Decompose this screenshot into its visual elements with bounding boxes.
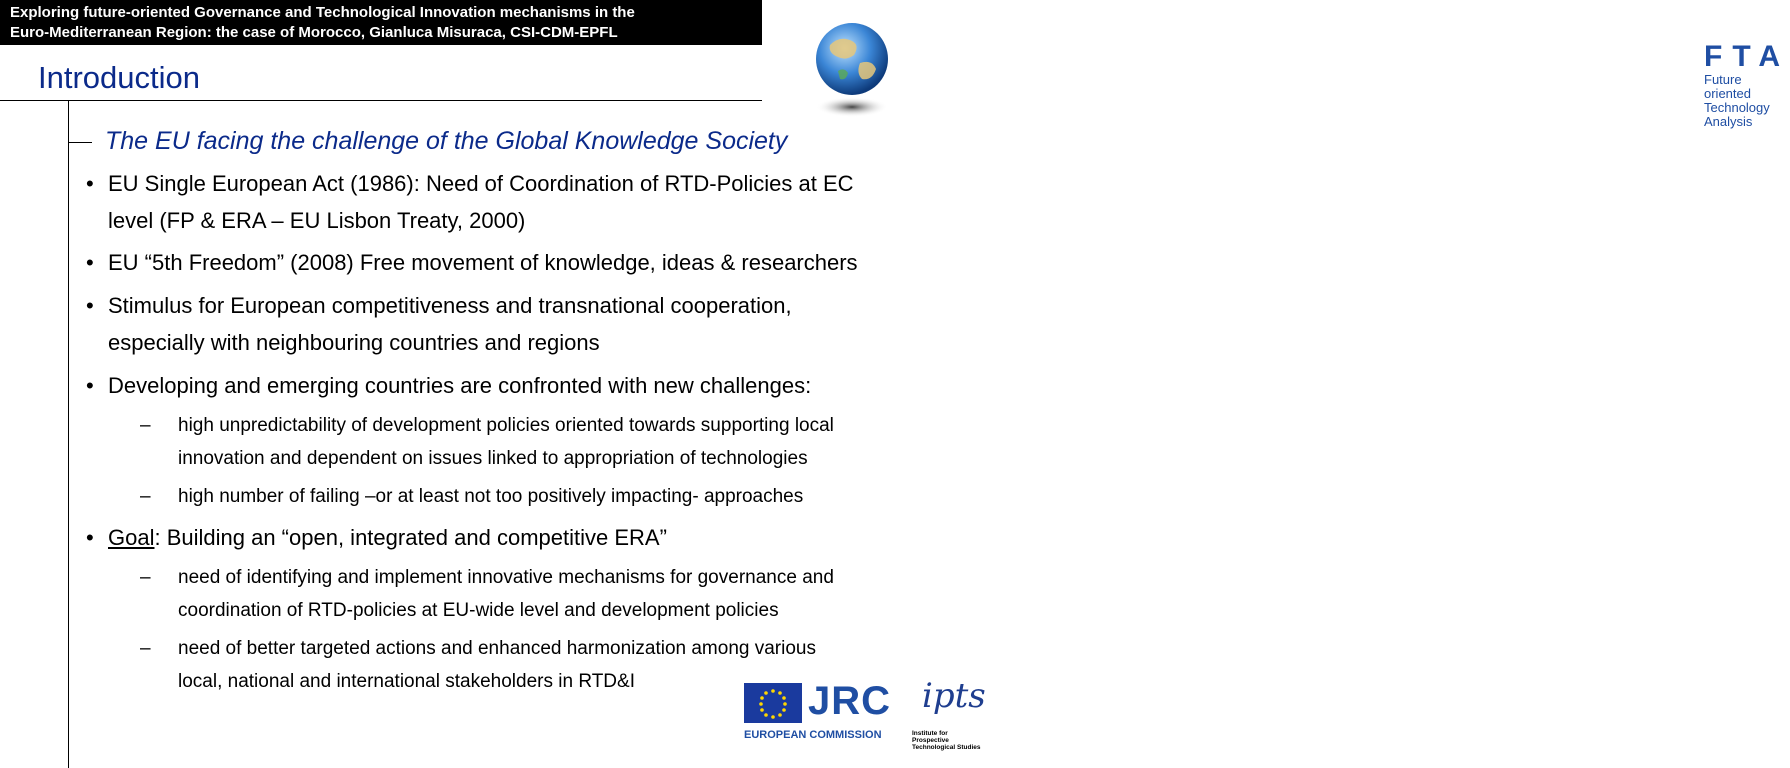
- bullet-4-sub-1-line-2: innovation and dependent on issues linked to appropriation of technologies: [178, 448, 808, 469]
- title-divider: [0, 100, 762, 101]
- slide-title: Introduction: [38, 60, 200, 95]
- bullet-marker: •: [86, 373, 94, 398]
- ipts-line-2: Prospective: [912, 737, 949, 744]
- bullet-4-sub-2-text: high number of failing –or at least not too positively impacting- approaches: [178, 486, 804, 507]
- left-vertical-rule: [68, 101, 69, 768]
- sub-bullet-marker: –: [140, 486, 151, 507]
- header-line-1: Exploring future-oriented Governance and Technological Innovation mechanisms in the: [10, 4, 635, 21]
- european-commission-label: EUROPEAN COMMISSION: [744, 729, 882, 741]
- bullet-5-sub-1-line-2: coordination of RTD-policies at EU-wide level and development policies: [178, 600, 779, 621]
- bullet-marker: •: [86, 250, 94, 275]
- fta-wordmark: [1704, 41, 1790, 129]
- ipts-caption: [912, 730, 981, 751]
- ipts-line-3: Technological Studies: [912, 744, 981, 751]
- sub-bullet-marker: –: [140, 567, 151, 588]
- bullet-1-line-1: EU Single European Act (1986): Need of Coordination of RTD-Policies at EC: [108, 171, 854, 196]
- jrc-logo: [744, 679, 904, 745]
- bullet-marker: •: [86, 293, 94, 318]
- sub-bullet-marker: –: [140, 415, 151, 436]
- bullet-5-sub-2-text: [178, 632, 816, 698]
- slide-header: [0, 0, 762, 45]
- bullet-1-text: [108, 165, 854, 239]
- bullet-3-text: [108, 287, 792, 361]
- bullet-marker: •: [86, 171, 94, 196]
- goal-text: : Building an “open, integrated and competitive ERA”: [154, 525, 667, 550]
- ipts-logo: [912, 676, 1012, 752]
- fta-line-2: Technology: [1704, 100, 1770, 115]
- header-line-2: Euro-Mediterranean Region: the case of Morocco, Gianluca Misuraca, CSI-CDM-EPFL: [10, 24, 618, 41]
- fta-line-1: Future oriented: [1704, 72, 1751, 101]
- ipts-mark: ipts: [922, 676, 986, 716]
- subtitle-dash: [68, 142, 92, 143]
- bullet-5-sub-1-line-1: need of identifying and implement innovative mechanisms for governance and: [178, 567, 834, 588]
- ipts-line-1: Institute for: [912, 730, 948, 737]
- globe-icon: [810, 15, 900, 125]
- bullet-3-line-1: Stimulus for European competitiveness and transnational cooperation,: [108, 293, 792, 318]
- bullet-marker: •: [86, 525, 94, 550]
- bullet-4-text: Developing and emerging countries are confronted with new challenges:: [108, 373, 812, 398]
- fta-logo: [810, 15, 1790, 129]
- sub-bullet-marker: –: [140, 638, 151, 659]
- bullet-4-sub-1-line-1: high unpredictability of development policies oriented towards supporting local: [178, 415, 834, 436]
- bullet-2-text: EU “5th Freedom” (2008) Free movement of knowledge, ideas & researchers: [108, 250, 858, 275]
- bullet-5-sub-2-line-1: need of better targeted actions and enhanced harmonization among various: [178, 638, 816, 659]
- fta-line-3: Analysis: [1704, 114, 1753, 129]
- bullet-1-line-2: level (FP & ERA – EU Lisbon Treaty, 2000): [108, 208, 526, 233]
- eu-flag-icon: [744, 683, 802, 723]
- eu-stars-icon: [744, 683, 802, 723]
- goal-label: Goal: [108, 525, 155, 550]
- jrc-wordmark: JRC: [808, 679, 892, 723]
- bullet-5-text: [108, 519, 667, 556]
- fta-acronym: FTA: [1704, 40, 1790, 73]
- bullet-5-sub-1-text: [178, 561, 834, 627]
- bullet-3-line-2: especially with neighbouring countries and regions: [108, 330, 600, 355]
- bullet-4-sub-1-text: [178, 409, 834, 475]
- bullet-5-sub-2-line-2: local, national and international stakeholders in RTD&I: [178, 671, 635, 692]
- slide-subtitle: The EU facing the challenge of the Global Knowledge Society: [105, 127, 788, 155]
